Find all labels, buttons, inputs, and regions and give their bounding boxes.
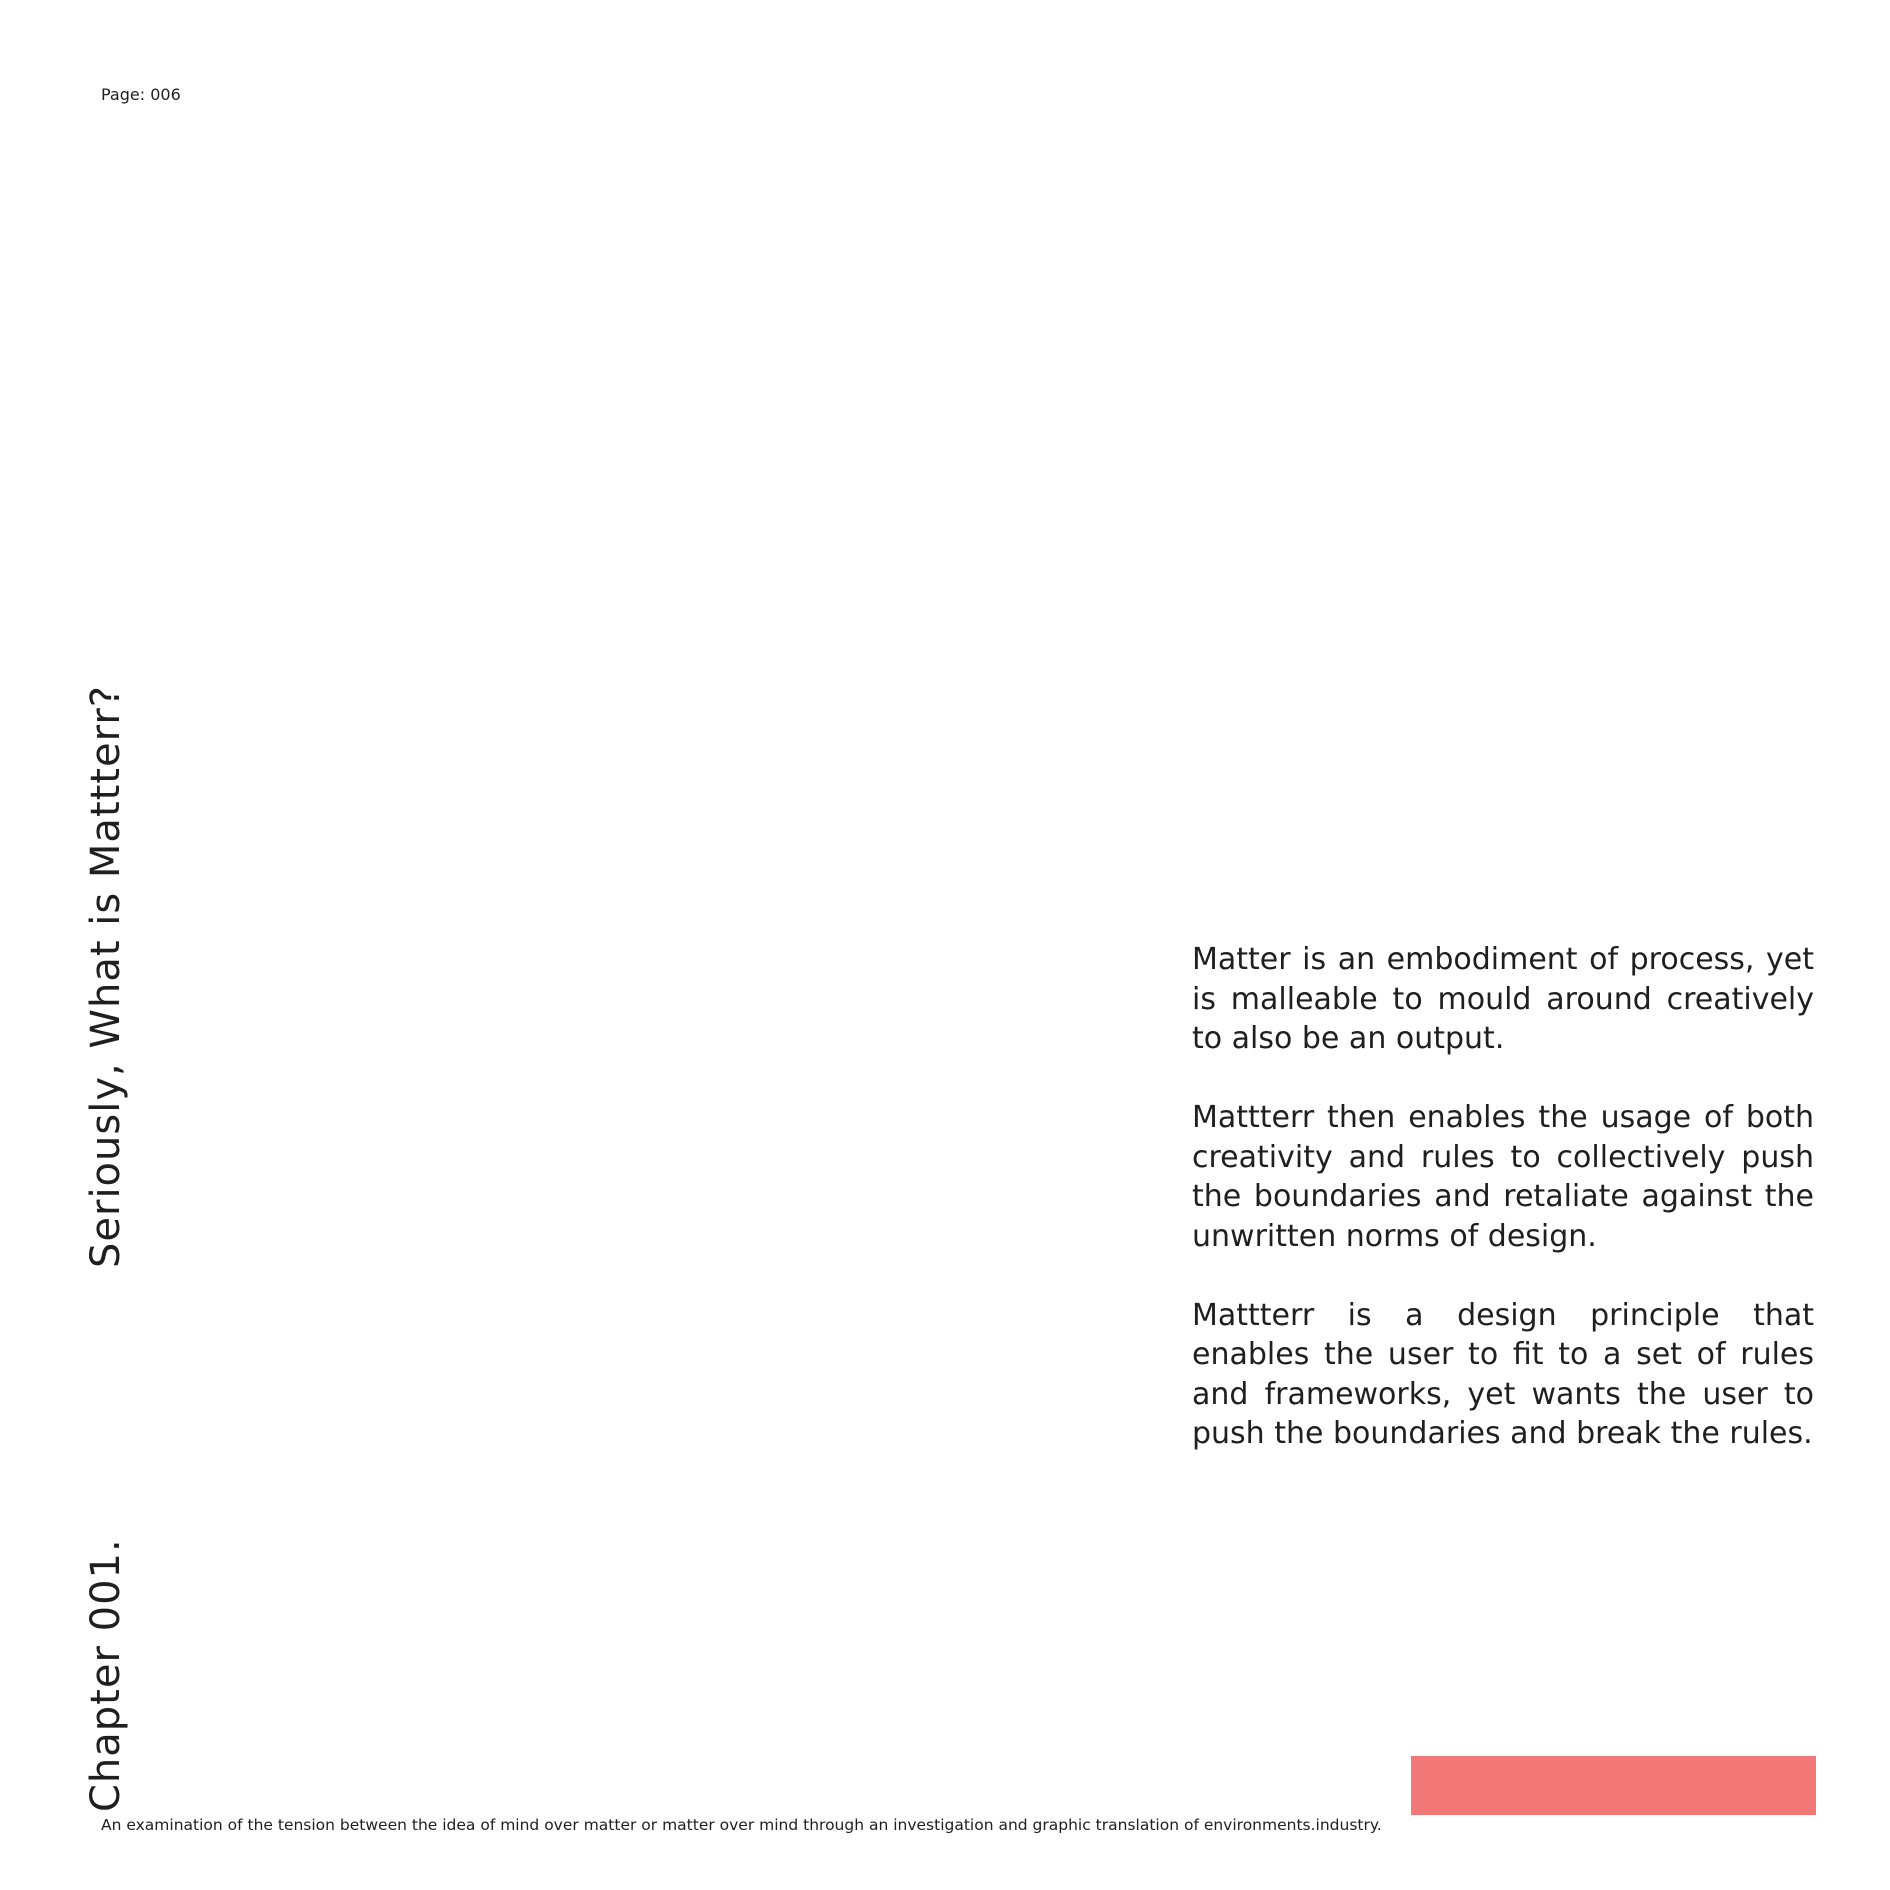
body-paragraph: Matter is an embodiment of process, yet is malleable to mould around creatively to also be an output. [1192,942,1814,1056]
body-text [1192,940,1814,1454]
body-paragraph: Mattterr then enables the usage of both creativity and rules to collectively push the boundaries and retaliate against the unwritten norms of design. [1192,1100,1814,1254]
body-paragraph: Mattterr is a design principle that enables the user to fit to a set of rules and frameworks, yet wants the user to push the boundaries and break the rules. [1192,1297,1814,1451]
page-number: Page: 006 [101,85,181,104]
accent-bar [1411,1756,1816,1815]
chapter-title: Seriously, What is Mattterr? [83,684,129,1268]
chapter-number: Chapter 001. [83,1538,129,1812]
footer-caption: An examination of the tension between the idea of mind over matter or matter over mind through an investigation and graphic translation of environments.industry. [101,1816,1382,1834]
